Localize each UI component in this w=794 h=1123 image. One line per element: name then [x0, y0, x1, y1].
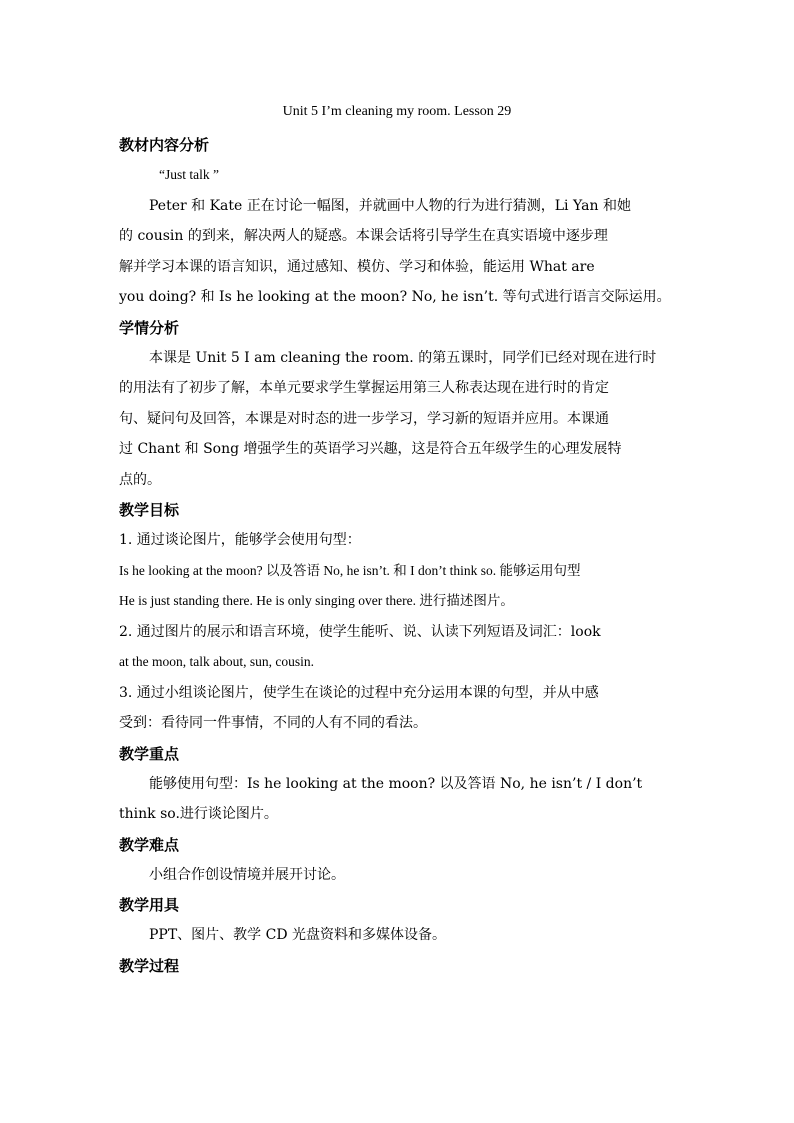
tools-line: PPT、图片、教学 CD 光盘资料和多媒体设备。 — [149, 927, 447, 943]
document-title: Unit 5 I’m cleaning my room. Lesson 29 — [282, 104, 512, 119]
section-tools-text — [119, 920, 679, 951]
difficulties-line: 小组合作创设情境并展开讨论。 — [149, 866, 345, 883]
section-heading-process: 教学过程 — [119, 956, 180, 975]
goals-line: 2. 通过图片的展示和语言环境，使学生能听、说、认读下列短语及词汇：look — [119, 623, 601, 640]
key-points-line: 能够使用句型：Is he looking at the moon? 以及答语 No, he isn’t / I don’t — [149, 775, 643, 792]
section-heading-key-points: 教学重点 — [119, 744, 180, 763]
section-heading-tools: 教学用具 — [119, 896, 180, 914]
section-key-points-text — [119, 769, 679, 830]
goals-line: He is just standing there. He is only singing over there. 进行描述图片。 — [119, 593, 514, 608]
document-body — [119, 130, 679, 981]
students-line: 本课是 Unit 5 I am cleaning the room. 的第五课时，同学们已经对现在进行时 — [149, 349, 657, 366]
section-goals-text — [119, 525, 679, 739]
analysis-line: 解并学习本课的语言知识，通过感知、模仿、学习和体验，能运用 What are — [119, 258, 595, 275]
students-line: 的用法有了初步了解，本单元要求学生掌握运用第三人称表达现在进行时的肯定 — [119, 380, 609, 396]
section-analysis-text — [119, 160, 679, 313]
students-line: 过 Chant 和 Song 增强学生的英语学习兴趣，这是符合五年级学生的心理发展特 — [119, 441, 622, 457]
section-difficulties-text — [119, 860, 679, 891]
section-heading-difficulties: 教学难点 — [119, 835, 180, 854]
section-heading-goals: 教学目标 — [119, 501, 180, 519]
analysis-subtitle: “Just talk ” — [159, 167, 219, 182]
analysis-line: you doing? 和 Is he looking at the moon? No, he isn’t. 等句式进行语言交际运用。 — [119, 289, 671, 305]
section-students-text — [119, 343, 679, 496]
goals-line: at the moon, talk about, sun, cousin. — [119, 654, 314, 669]
section-heading-analysis: 教材内容分析 — [119, 136, 210, 154]
goals-line: 1. 通过谈论图片，能够学会使用句型： — [119, 532, 361, 548]
students-line: 句、疑问句及回答，本课是对时态的进一步学习，学习新的短语并应用。本课通 — [119, 410, 609, 427]
goals-line: Is he looking at the moon? 以及答语 No, he isn’t. 和 I don’t think so. 能够运用句型 — [119, 562, 581, 578]
analysis-line: 的 cousin 的到来，解决两人的疑惑。本课会话将引导学生在真实语境中逐步理 — [119, 228, 608, 244]
key-points-line: think so.进行谈论图片。 — [119, 806, 278, 822]
section-heading-students: 学情分析 — [119, 318, 180, 337]
goals-line: 3. 通过小组谈论图片，使学生在谈论的过程中充分运用本课的句型，并从中感 — [119, 684, 599, 701]
analysis-line: Peter 和 Kate 正在讨论一幅图，并就画中人物的行为进行猜测，Li Yan 和她 — [149, 197, 631, 214]
students-line: 点的。 — [119, 471, 161, 488]
goals-line: 受到：看待同一件事情，不同的人有不同的看法。 — [119, 715, 427, 731]
